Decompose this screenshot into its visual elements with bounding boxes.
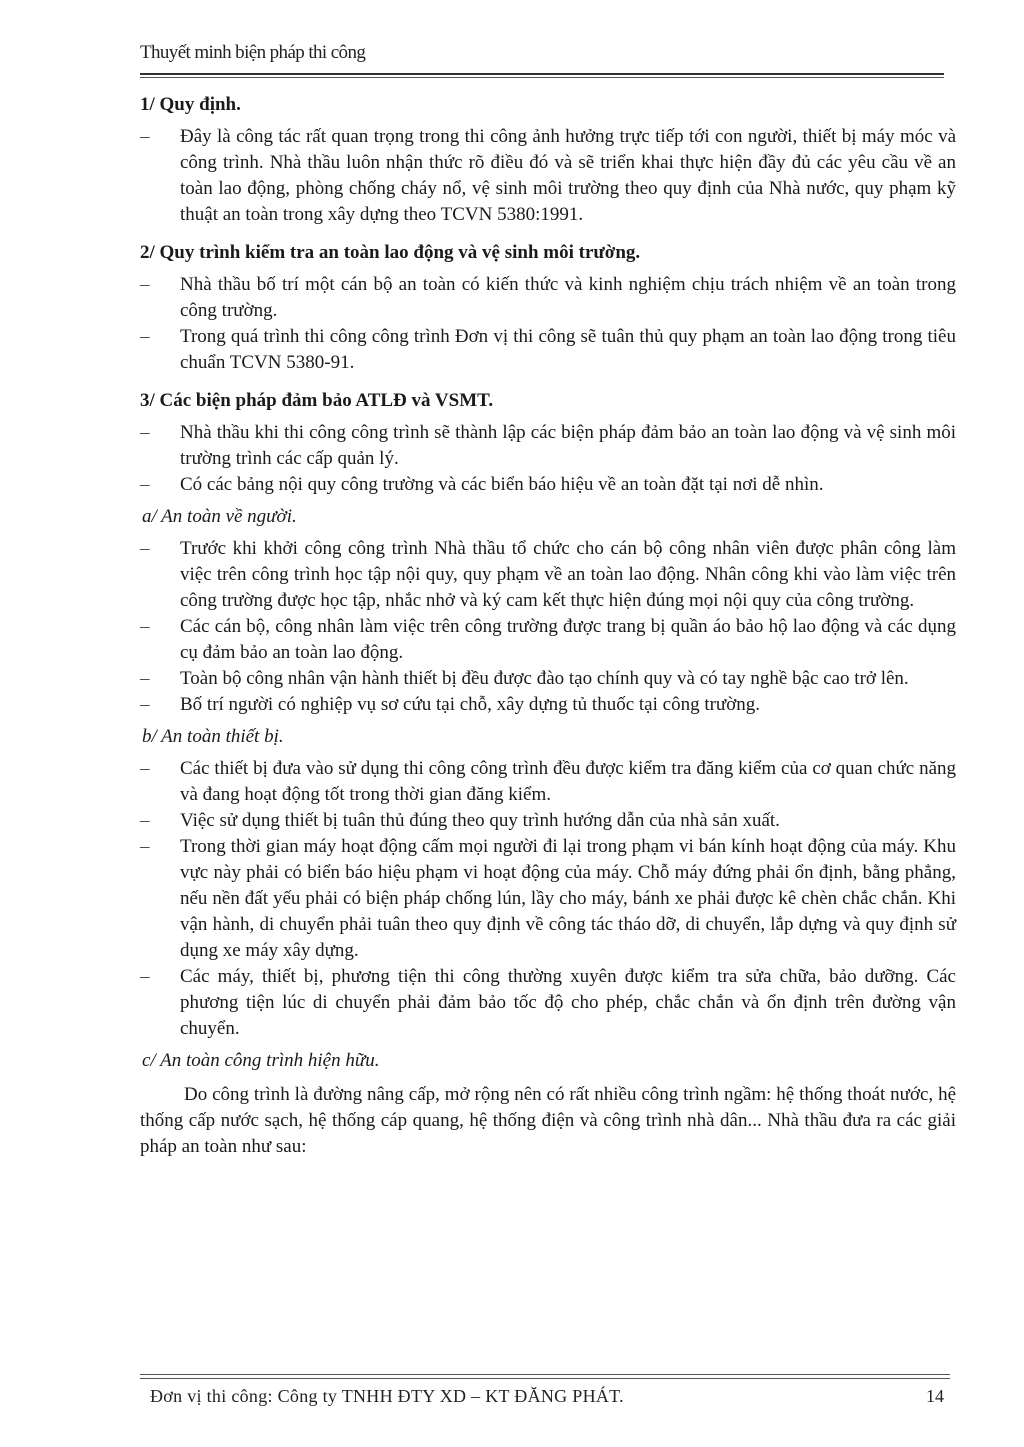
bullet-item [140,420,956,472]
bullet-text: Trước khi khởi công công trình Nhà thầu tổ chức cho cán bộ công nhân viên được phân công làm việc trên công trình học tập nội quy, quy phạm về an toàn lao động. Nhân công khi vào làm việc trên công trường được học tập, nhắc nhở và ký cam kết thực hiện đúng mọi nội quy của công trường. [180,538,956,611]
bullet-text: Việc sử dụng thiết bị tuân thủ đúng theo quy trình hướng dẫn của nhà sản xuất. [180,810,780,831]
bullet-list-b [140,756,956,1042]
page-number: 14 [926,1386,944,1406]
bullet-list-3 [140,420,956,498]
bullet-text: Trong quá trình thi công công trình Đơn vị thi công sẽ tuân thủ quy phạm an toàn lao động trong tiêu chuẩn TCVN 5380-91. [180,326,956,373]
bullet-text: Nhà thầu khi thi công công trình sẽ thành lập các biện pháp đảm bảo an toàn lao động và vệ sinh môi trường trình các cấp quản lý. [180,422,956,469]
subsection-heading-b: b/ An toàn thiết bị. [142,726,284,747]
bullet-item [140,808,956,834]
document-body [140,92,956,1160]
header-rule-thin [140,77,944,78]
body-paragraph: Do công trình là đường nâng cấp, mở rộng nên có rất nhiều công trình ngầm: hệ thống thoát nước, hệ thống cấp nước sạch, hệ thống cáp quang, hệ thống điện và công trình nhà dân... Nhà thầu đưa ra các giải pháp an toàn như sau: [140,1084,956,1157]
bullet-item [140,324,956,376]
bullet-text: Bố trí người có nghiệp vụ sơ cứu tại chỗ, xây dựng tủ thuốc tại công trường. [180,694,761,715]
bullet-text: Nhà thầu bố trí một cán bộ an toàn có kiến thức và kinh nghiệm chịu trách nhiệm về an toàn trong công trường. [180,274,956,321]
dash-icon: – [140,810,150,831]
dash-icon: – [140,126,150,147]
dash-icon: – [140,422,150,443]
footer-rule [140,1374,950,1375]
bullet-item [140,124,956,228]
bullet-text: Có các bảng nội quy công trường và các biển báo hiệu về an toàn đặt tại nơi dễ nhìn. [180,474,824,495]
dash-icon: – [140,694,150,715]
bullet-item [140,536,956,614]
bullet-item [140,666,956,692]
header-title: Thuyết minh biện pháp thi công [140,42,366,63]
bullet-text: Trong thời gian máy hoạt động cấm mọi người đi lại trong phạm vi bán kính hoạt động của máy. Khu vực này phải có biển báo hiệu phạm vi hoạt động của máy. Chỗ máy đứng phải ổn định, bằng phẳng, nếu nền đất yếu phải có biện pháp chống lún, lầy cho máy, bánh xe phải được kê chèn chắc chắn. Khi vận hành, di chuyển phải tuân theo quy định về công tác tháo dỡ, di chuyển, lắp dựng và quy định sử dụng xe máy xây dựng. [180,836,956,961]
bullet-item [140,272,956,324]
dash-icon: – [140,474,150,495]
section-heading-1: 1/ Quy định. [140,94,241,115]
footer-rule-thin [140,1378,950,1379]
header-rule [140,73,944,75]
bullet-text: Đây là công tác rất quan trọng trong thi công ảnh hưởng trực tiếp tới con người, thiết bị máy móc và công trình. Nhà thầu luôn nhận thức rõ điều đó và sẽ triển khai thực hiện đầy đủ các yêu cầu về an toàn lao động, phòng chống cháy nổ, vệ sinh môi trường theo quy định của Nhà nước, quy phạm kỹ thuật an toàn trong xây dựng theo TCVN 5380:1991. [180,126,956,225]
subsection-heading-a: a/ An toàn về người. [142,506,297,527]
bullet-list-a [140,536,956,718]
bullet-item [140,614,956,666]
footer-company: Đơn vị thi công: Công ty TNHH ĐTY XD – KT ĐĂNG PHÁT. [150,1386,624,1406]
bullet-text: Toàn bộ công nhân vận hành thiết bị đều được đào tạo chính quy và có tay nghề bậc cao trở lên. [180,668,909,689]
bullet-item [140,964,956,1042]
bullet-text: Các máy, thiết bị, phương tiện thi công thường xuyên được kiểm tra sửa chữa, bảo dưỡng. Các phương tiện lúc di chuyển phải đảm bảo tốc độ cho phép, chắc chắn và ổn định trên đường vận chuyển. [180,966,956,1039]
bullet-text: Các thiết bị đưa vào sử dụng thi công công trình đều được kiểm tra đăng kiểm của cơ quan chức năng và đang hoạt động tốt trong thời gian đăng kiểm. [180,758,956,805]
dash-icon: – [140,836,150,857]
bullet-item [140,472,956,498]
section-heading-3: 3/ Các biện pháp đảm bảo ATLĐ và VSMT. [140,390,494,411]
bullet-item [140,692,956,718]
bullet-item [140,756,956,808]
dash-icon: – [140,326,150,347]
dash-icon: – [140,616,150,637]
section-heading-2: 2/ Quy trình kiểm tra an toàn lao động và vệ sinh môi trường. [140,242,641,263]
dash-icon: – [140,758,150,779]
subsection-heading-c: c/ An toàn công trình hiện hữu. [142,1050,380,1071]
dash-icon: – [140,966,150,987]
dash-icon: – [140,538,150,559]
dash-icon: – [140,274,150,295]
bullet-list-2 [140,272,956,376]
bullet-item [140,834,956,964]
dash-icon: – [140,668,150,689]
bullet-text: Các cán bộ, công nhân làm việc trên công trường được trang bị quần áo bảo hộ lao động và các dụng cụ đảm bảo an toàn lao động. [180,616,956,663]
bullet-list-1 [140,124,956,228]
